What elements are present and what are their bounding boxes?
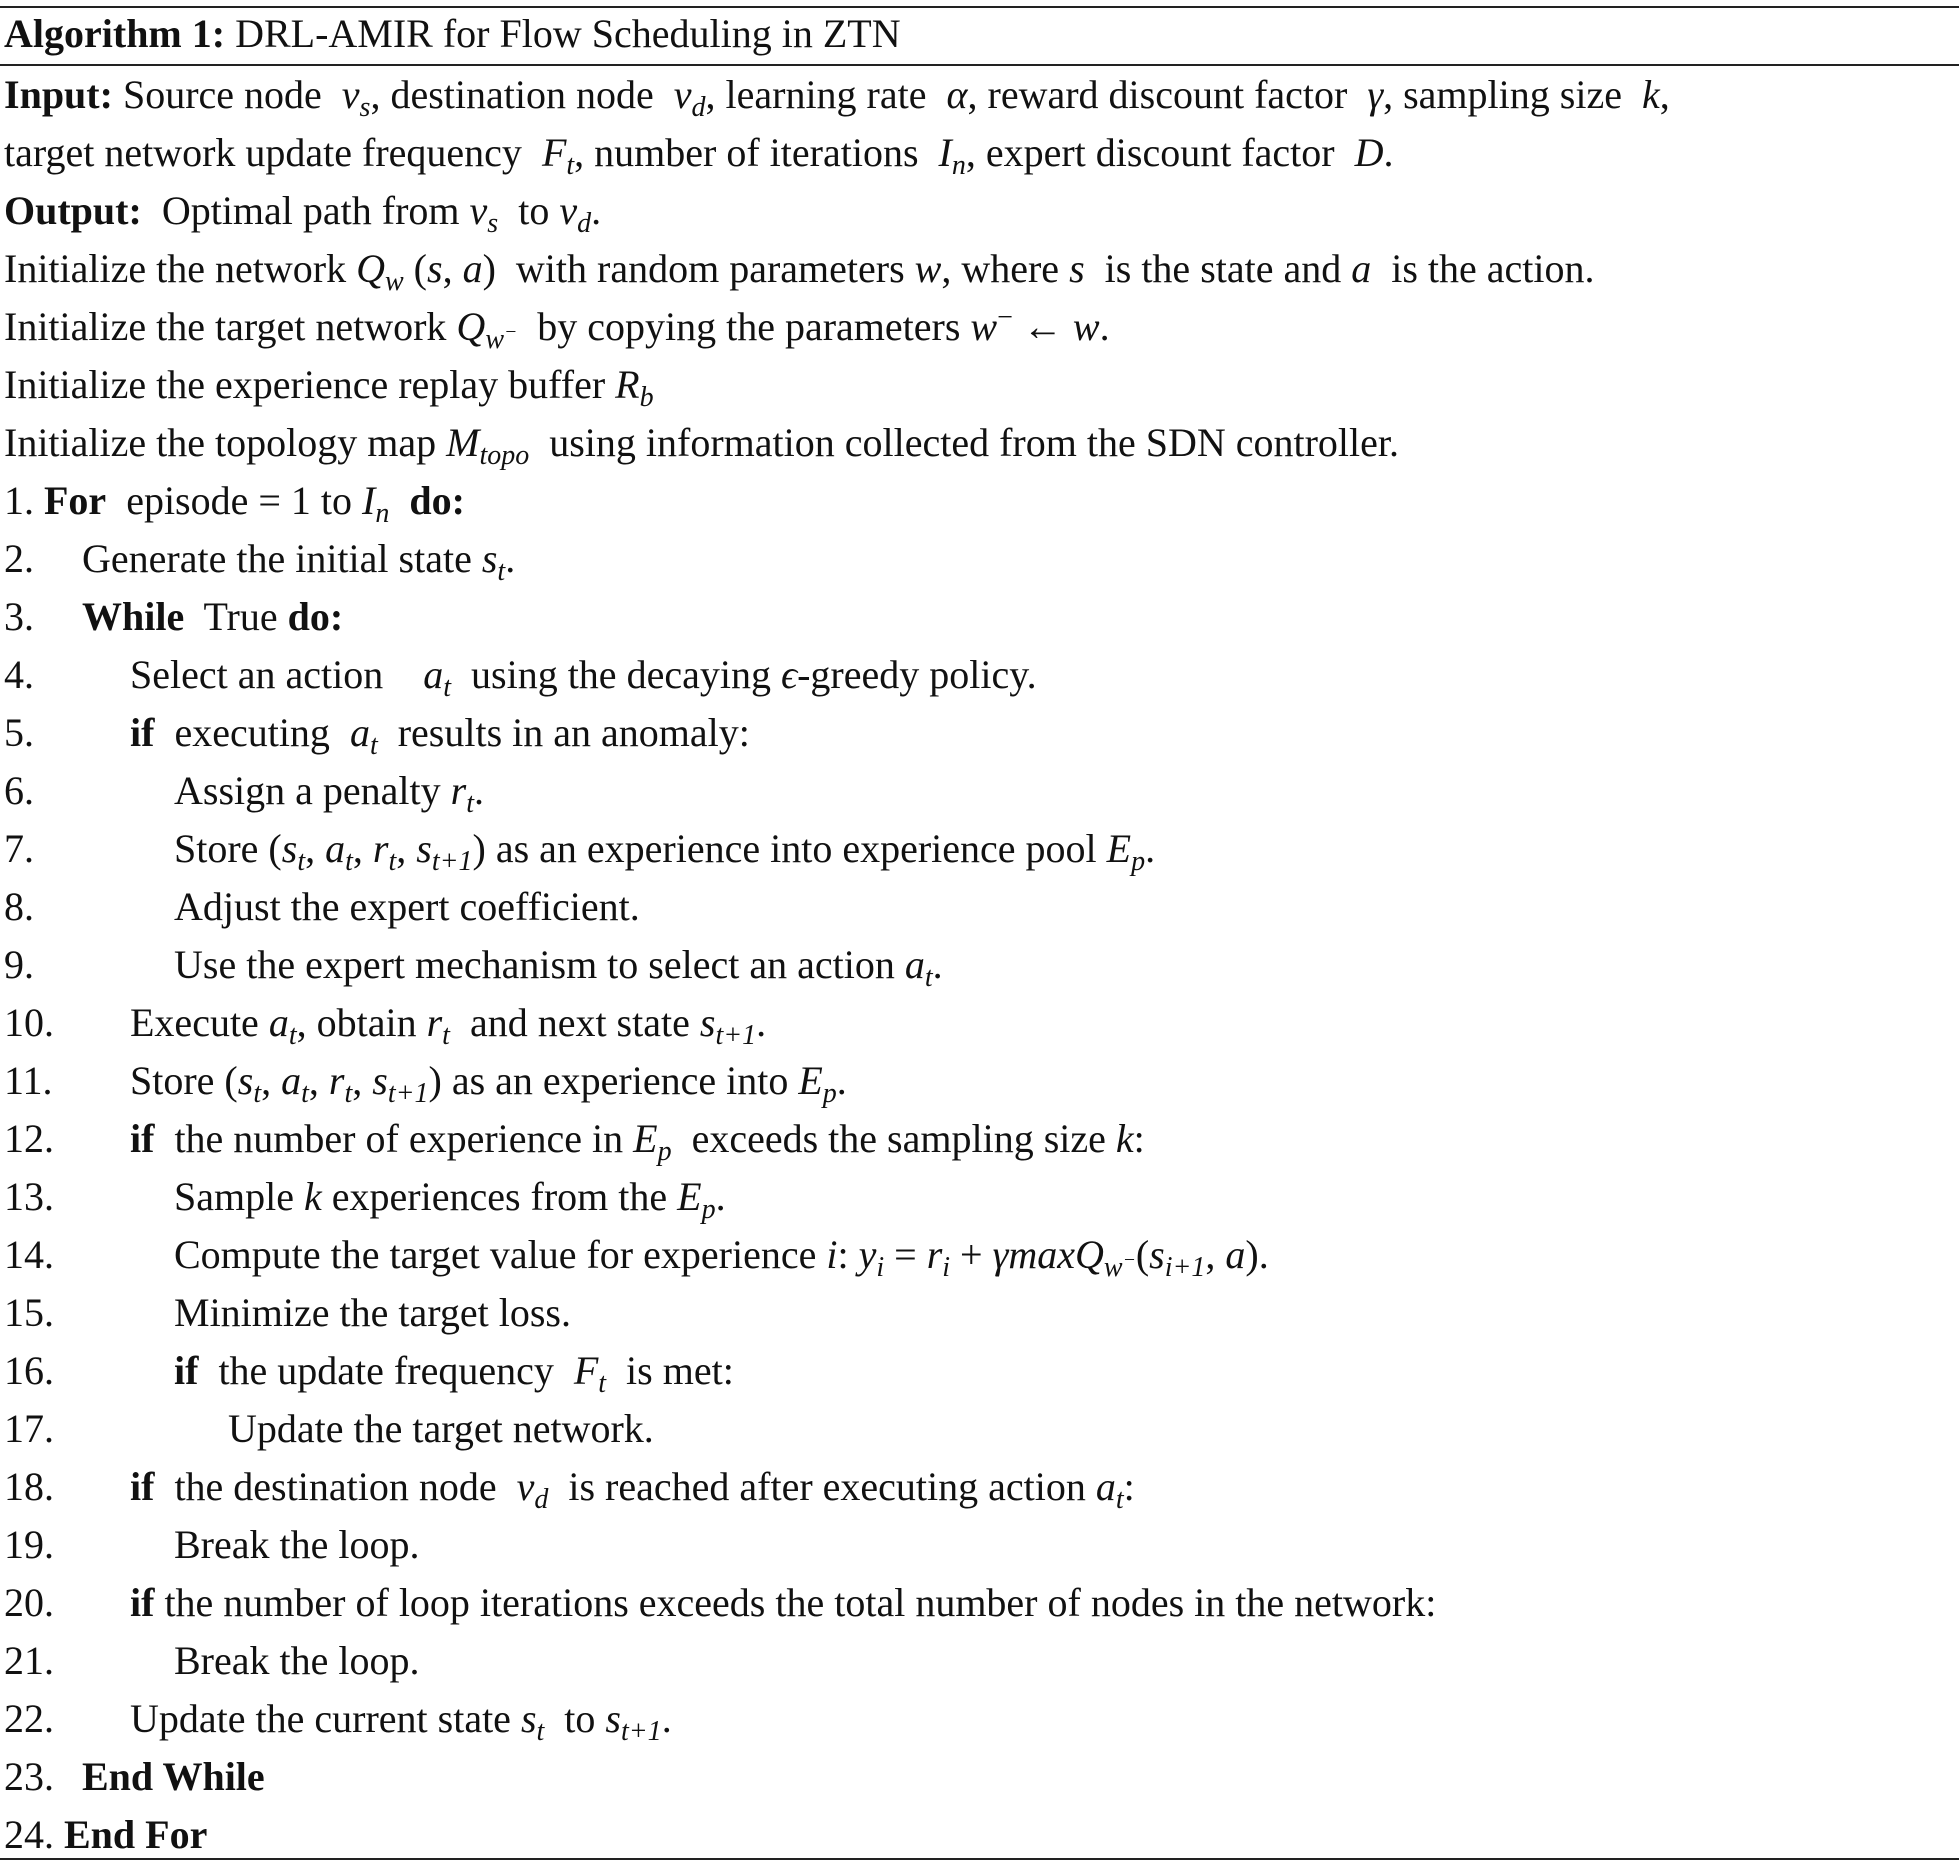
step-text: Initialize the topology map $M_{topo}$ using information collected from the SDN controller. bbox=[4, 420, 1400, 471]
algorithm-step bbox=[4, 878, 1959, 936]
step-text: End For bbox=[64, 1812, 208, 1857]
step-number: 9. bbox=[4, 942, 34, 987]
algorithm-preamble-line bbox=[4, 298, 1959, 356]
algorithm-step bbox=[4, 1168, 1959, 1226]
algorithm-step bbox=[4, 588, 1959, 646]
step-text: Output: Optimal path from $v_s$ to $v_d$. bbox=[4, 188, 602, 239]
step-number: 24. bbox=[4, 1812, 54, 1857]
algorithm-step bbox=[4, 1052, 1959, 1110]
algorithm-step bbox=[4, 1226, 1959, 1284]
step-text: target network update frequency $F_t$, number of iterations $I_n$, expert discount factor D. bbox=[4, 130, 1394, 181]
algorithm-preamble-line bbox=[4, 124, 1959, 182]
algorithm-step bbox=[4, 820, 1959, 878]
step-number: 19. bbox=[4, 1522, 54, 1567]
step-number: 4. bbox=[4, 652, 34, 697]
step-text: Break the loop. bbox=[174, 1522, 420, 1567]
step-number: 7. bbox=[4, 826, 34, 871]
step-text: if the number of experience in $E_p$ exceeds the sampling size k: bbox=[130, 1116, 1145, 1167]
algorithm-step bbox=[4, 1516, 1959, 1574]
step-number: 11. bbox=[4, 1058, 53, 1103]
algorithm-preamble-line bbox=[4, 414, 1959, 472]
step-number: 14. bbox=[4, 1232, 54, 1277]
algorithm-step bbox=[4, 1632, 1959, 1690]
algorithm-step bbox=[4, 472, 1959, 530]
algorithm-label: Algorithm 1: bbox=[4, 10, 226, 56]
step-number: 18. bbox=[4, 1464, 54, 1509]
step-text: Update the target network. bbox=[228, 1406, 654, 1451]
algorithm-title bbox=[4, 4, 901, 62]
step-number: 23. bbox=[4, 1754, 54, 1799]
step-number: 5. bbox=[4, 710, 34, 755]
algorithm-step bbox=[4, 1458, 1959, 1516]
algorithm-body bbox=[4, 66, 1959, 1864]
algorithm-step bbox=[4, 994, 1959, 1052]
algorithm-step bbox=[4, 1690, 1959, 1748]
step-text: Assign a penalty $r_t$. bbox=[174, 768, 484, 819]
step-number: 21. bbox=[4, 1638, 54, 1683]
step-text: Use the expert mechanism to select an action $a_t$. bbox=[174, 942, 943, 993]
step-text: Initialize the network $Q_w$ (s, a) with random parameters w, where s is the state and a is the action. bbox=[4, 246, 1595, 297]
step-text: if the destination node $v_d$ is reached after executing action $a_t$: bbox=[130, 1464, 1135, 1515]
algorithm-step bbox=[4, 1574, 1959, 1632]
step-text: Initialize the target network $Q_{w^-}$ by copying the parameters w− ← w. bbox=[4, 302, 1110, 355]
algorithm-step bbox=[4, 530, 1959, 588]
algorithm-step bbox=[4, 1342, 1959, 1400]
step-text: Initialize the experience replay buffer $R_b$ bbox=[4, 362, 654, 413]
algorithm-preamble-line bbox=[4, 240, 1959, 298]
algorithm-step bbox=[4, 704, 1959, 762]
algorithm-step bbox=[4, 646, 1959, 704]
step-text: Break the loop. bbox=[174, 1638, 420, 1683]
step-text: End While bbox=[82, 1754, 265, 1799]
step-text: Sample k experiences from the $E_p$. bbox=[174, 1174, 726, 1225]
step-text: Generate the initial state $s_t$. bbox=[82, 536, 516, 587]
step-number: 6. bbox=[4, 768, 34, 813]
algorithm-step bbox=[4, 1284, 1959, 1342]
step-number: 22. bbox=[4, 1696, 54, 1741]
step-text: Compute the target value for experience i: $y_i = r_i + \gamma\max Q_{w^-}(s_{i+1}$, a). bbox=[174, 1232, 1269, 1283]
algorithm-preamble-line bbox=[4, 356, 1959, 414]
bottom-rule bbox=[0, 1858, 1959, 1860]
algorithm-step bbox=[4, 1748, 1959, 1806]
step-number: 3. bbox=[4, 594, 34, 639]
step-text: Select an action $a_t$ using the decaying ϵ-greedy policy. bbox=[130, 652, 1037, 703]
step-text: Execute $a_t$, obtain $r_t$ and next state $s_{t+1}$. bbox=[130, 1000, 767, 1051]
algorithm-step bbox=[4, 1806, 1959, 1864]
algorithm-preamble-line bbox=[4, 182, 1959, 240]
step-number: 15. bbox=[4, 1290, 54, 1335]
step-text: Store ($s_t$, $a_t$, $r_t$, $s_{t+1}$) as an experience into $E_p$. bbox=[130, 1058, 847, 1109]
step-text: if executing $a_t$ results in an anomaly: bbox=[130, 710, 750, 761]
step-text: Store ($s_t$, $a_t$, $r_t$, $s_{t+1}$) as an experience into experience pool $E_p$. bbox=[174, 826, 1156, 877]
step-text: if the number of loop iterations exceeds the total number of nodes in the network: bbox=[130, 1580, 1437, 1625]
step-text: Update the current state $s_t$ to $s_{t+1}$. bbox=[130, 1696, 672, 1747]
algorithm-step bbox=[4, 1110, 1959, 1168]
step-text: While True do: bbox=[82, 594, 344, 639]
algorithm-name: DRL-AMIR for Flow Scheduling in ZTN bbox=[235, 10, 901, 56]
step-text: if the update frequency $F_t$ is met: bbox=[174, 1348, 734, 1399]
step-number: 13. bbox=[4, 1174, 54, 1219]
algorithm-step bbox=[4, 936, 1959, 994]
step-number: 16. bbox=[4, 1348, 54, 1393]
algorithm-step bbox=[4, 1400, 1959, 1458]
step-text: For episode = 1 to $I_n$ do: bbox=[44, 478, 465, 529]
step-number: 10. bbox=[4, 1000, 54, 1045]
step-number: 17. bbox=[4, 1406, 54, 1451]
step-text: Minimize the target loss. bbox=[174, 1290, 571, 1335]
step-number: 1. bbox=[4, 478, 34, 523]
step-number: 8. bbox=[4, 884, 34, 929]
step-number: 12. bbox=[4, 1116, 54, 1161]
algorithm-step bbox=[4, 762, 1959, 820]
step-number: 2. bbox=[4, 536, 34, 581]
step-text: Input: Source node $v_s$, destination node $v_d$, learning rate α, reward discount factor γ, sampling size k, bbox=[4, 72, 1670, 123]
step-number: 20. bbox=[4, 1580, 54, 1625]
step-text: Adjust the expert coefficient. bbox=[174, 884, 640, 929]
algorithm-preamble-line bbox=[4, 66, 1959, 124]
